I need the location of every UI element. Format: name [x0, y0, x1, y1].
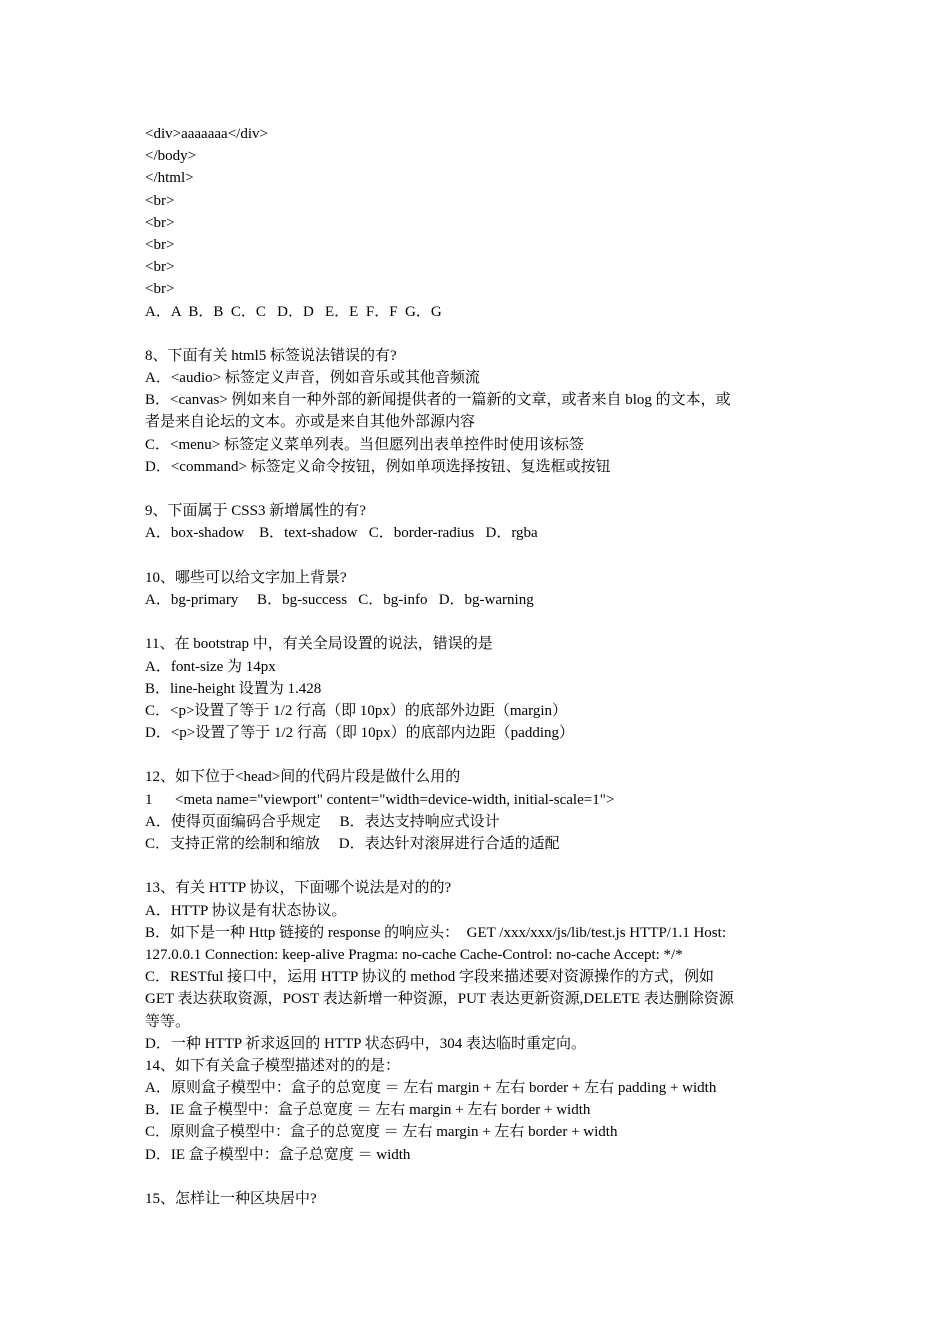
text-line: A．<audio> 标签定义声音，例如音乐或其他音频流 [145, 370, 480, 387]
text-line: </html> [145, 170, 194, 187]
text-line: 13、有关 HTTP 协议，下面哪个说法是对的的? [145, 880, 452, 897]
text-line: D．<p>设置了等于 1/2 行高（即 10px）的底部内边距（padding） [145, 725, 574, 742]
text-line: 等等。 [145, 1013, 191, 1030]
text-line: GET 表达获取资源，POST 表达新增一种资源，PUT 表达更新资源,DELETE 表达删除资源 [145, 991, 734, 1008]
text-line: <br> [145, 214, 175, 231]
text-line: 127.0.0.1 Connection: keep-alive Pragma: no-cache Cache-Control: no-cache Accept: */* [145, 946, 683, 963]
text-line: D．<command> 标签定义命令按钮，例如单项选择按钮、复选框或按钮 [145, 458, 611, 475]
text-line: A．HTTP 协议是有状态协议。 [145, 902, 347, 919]
text-line: 14、如下有关盒子模型描述对的的是： [145, 1057, 401, 1074]
text-line: C．RESTful 接口中，运用 HTTP 协议的 method 字段来描述要对资源操作的方式，例如 [145, 969, 715, 986]
text-line: A．font-size 为 14px [145, 658, 276, 675]
text-line: 9、下面属于 CSS3 新增属性的有? [145, 503, 366, 520]
blank-line [145, 611, 825, 633]
blank-line [145, 545, 825, 567]
text-line: 10、哪些可以给文字加上背景? [145, 569, 347, 586]
text-line: B．IE 盒子模型中：盒子总宽度 ＝ 左右 margin + 左右 border + width [145, 1102, 591, 1119]
blank-line [145, 323, 825, 345]
text-line: D．IE 盒子模型中：盒子总宽度 ＝ width [145, 1146, 411, 1163]
text-line: 1 <meta name="viewport" content="width=device-width, initial-scale=1"> [145, 791, 615, 808]
text-line: A．bg-primary B．bg-success C．bg-info D．bg-warning [145, 591, 534, 608]
text-line: C．<p>设置了等于 1/2 行高（即 10px）的底部外边距（margin） [145, 702, 568, 719]
text-line: <div>aaaaaaa</div> [145, 126, 268, 142]
text-line: C．<menu> 标签定义菜单列表。当但愿列出表单控件时使用该标签 [145, 436, 585, 453]
text-line: C．支持正常的绘制和缩放 D．表达针对滚屏进行合适的适配 [145, 836, 560, 852]
blank-line [145, 855, 825, 877]
blank-line [145, 478, 825, 500]
text-line: D．一种 HTTP 祈求返回的 HTTP 状态码中，304 表达临时重定向。 [145, 1035, 586, 1052]
blank-line [145, 744, 825, 766]
text-line: 12、如下位于<head>间的代码片段是做什么用的 [145, 769, 461, 786]
text-line: C．原则盒子模型中：盒子的总宽度 ＝ 左右 margin + 左右 border + width [145, 1124, 618, 1141]
blank-line [145, 1166, 825, 1188]
text-line: 者是来自论坛的文本。亦或是来自其他外部源内容 [145, 414, 476, 431]
text-line: <br> [145, 281, 175, 298]
text-line: 8、下面有关 html5 标签说法错误的有? [145, 347, 397, 364]
text-line: 15、怎样让一种区块居中? [145, 1191, 317, 1207]
text-line: B．如下是一种 Http 链接的 response 的响应头： GET /xxx/xxx/js/lib/test.js HTTP/1.1 Host: [145, 924, 726, 941]
document-page [145, 123, 825, 1210]
text-line: A．A B．B C．C D．D E．E F．F G．G [145, 303, 442, 320]
text-line: <br> [145, 236, 175, 253]
text-line: </body> [145, 148, 197, 165]
text-line: <br> [145, 259, 175, 276]
text-line: <br> [145, 192, 175, 209]
text-line: B．line-height 设置为 1.428 [145, 680, 322, 697]
text-line: A．原则盒子模型中：盒子的总宽度 ＝ 左右 margin + 左右 border + 左右 padding + width [145, 1080, 717, 1097]
text-line: A．使得页面编码合乎规定 B．表达支持响应式设计 [145, 813, 500, 830]
text-line: A．box-shadow B．text-shadow C．border-radius D．rgba [145, 525, 538, 542]
text-line: 11、在 bootstrap 中，有关全局设置的说法，错误的是 [145, 636, 493, 653]
text-line: B．<canvas> 例如来自一种外部的新闻提供者的一篇新的文章，或者来自 blog 的文本，或 [145, 392, 731, 409]
